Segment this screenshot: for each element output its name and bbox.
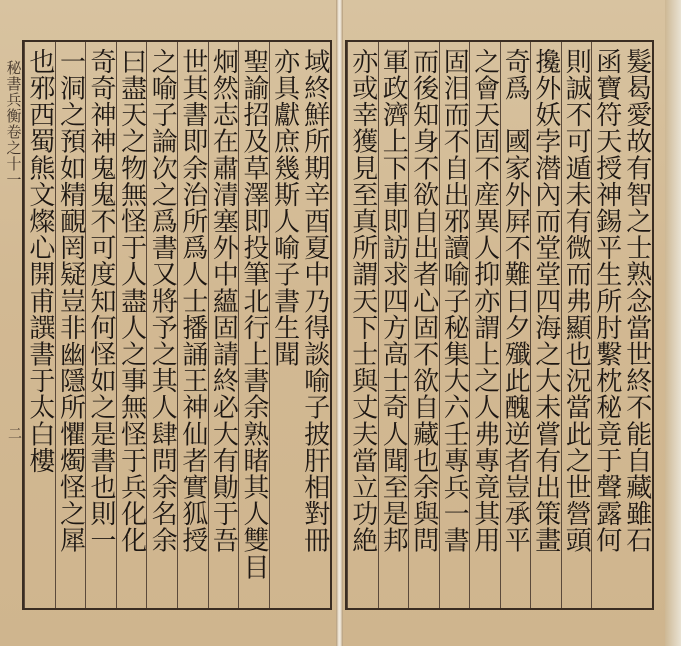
left-text-columns	[24, 42, 330, 608]
left_page-column-text: 之喻子論次之爲書又將予之其人肆問余名余	[147, 48, 178, 554]
right_page-column	[408, 42, 439, 608]
right_page-column	[591, 42, 622, 608]
left_page-column	[299, 42, 330, 608]
left-page-frame	[22, 40, 332, 610]
left_page-column	[269, 42, 300, 608]
right_page-column	[622, 42, 653, 608]
right-text-columns	[347, 42, 652, 608]
right_page-column	[378, 42, 409, 608]
right_page-column-text: 亦或幸獲見至真所謂天下士與丈夫當立功絶	[347, 48, 378, 554]
right_page-column	[530, 42, 561, 608]
left_page-column	[177, 42, 208, 608]
left_page-column-text: 也邪西蜀熊文燦心開甫譔書于太白樓	[24, 48, 55, 474]
right_page-column-text: 函寶符天授神錫平生所肘繫枕秘竟于聲露何	[591, 48, 622, 554]
page-margin-strip	[5, 60, 23, 600]
left_page-column-text: 一洞之預如精靦罔疑豈非幽隱所懼燭怪之犀	[55, 48, 86, 554]
right_page-column	[439, 42, 470, 608]
left_page-column	[85, 42, 116, 608]
book-gutter	[336, 0, 343, 646]
left_page-column-text: 世其書即余治所爲人士播誦王神仙者實狐授	[177, 48, 208, 554]
left_page-column-text: 域終鮮所期辛酉夏中乃得談喻子披肝相對冊	[299, 48, 330, 554]
right-page	[343, 0, 665, 646]
right_page-column	[500, 42, 531, 608]
right-page-frame	[345, 40, 654, 610]
right_page-column-text: 軍政濟上下車即訪求四方高士奇人聞至是邦	[378, 48, 409, 554]
right_page-column	[469, 42, 500, 608]
right_page-column-text: 固泪而不自出邪讀喻子秘集大六壬專兵一書	[439, 48, 470, 554]
left_page-column-text: 奇奇神神鬼鬼不可度知何怪如之是書也則一	[86, 48, 117, 554]
left_page-column-text: 亦具獻庶幾斯人喻子書生聞	[269, 48, 300, 368]
left_page-column-text: 聖諭招及草澤即投筆北行上書余熟睹其人雙目	[239, 48, 270, 580]
left_page-column	[208, 42, 239, 608]
right_page-column-text: 而後知身不欲自出者心固不欲自藏也余與問	[408, 48, 439, 554]
banxin-page-number: 二	[6, 426, 22, 440]
right_page-column-text: 之會天固不産異人抑亦謂上之人弗專竟其用	[469, 48, 500, 554]
left_page-column-text: 曰盡天之物無怪于人盡人之事無怪于兵化化	[116, 48, 147, 554]
left-page	[0, 0, 336, 646]
left_page-column-text: 炯然志在肅清塞外中蘊固請終必大有勛于吾	[208, 48, 239, 554]
left_page-column	[238, 42, 269, 608]
right_page-column	[561, 42, 592, 608]
right_page-column-text: 則誠不可遁未有微而弗顯也況當此之世營頭	[561, 48, 592, 554]
right_page-column-text: 奇爲 國家外屛不難日夕殲此醜逆者豈承平	[500, 48, 531, 554]
right_page-column	[347, 42, 378, 608]
banxin-title: 秘書兵衡卷之十一	[4, 60, 23, 188]
left_page-column	[24, 42, 55, 608]
page-edge	[665, 0, 681, 646]
right_page-column-text: 攙外妖孛潜內而堂堂四海之大未嘗有出策畫	[530, 48, 561, 554]
right_page-column-text: 髮曷愛故有智之士熟念當世終不能自藏雖石	[621, 48, 652, 554]
left_page-column	[55, 42, 86, 608]
left_page-column	[146, 42, 177, 608]
left_page-column	[116, 42, 147, 608]
